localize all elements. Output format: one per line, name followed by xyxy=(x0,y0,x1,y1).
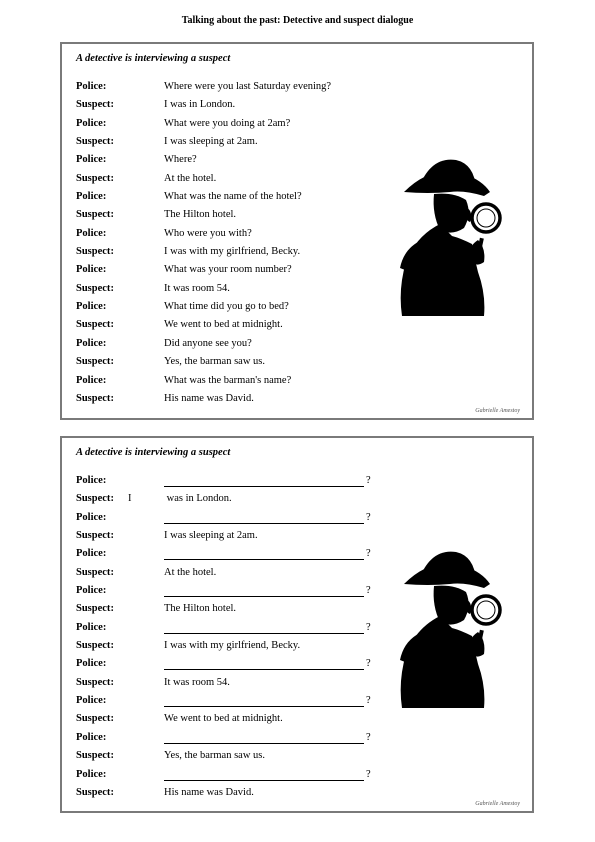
speaker-name: Suspect xyxy=(76,392,111,404)
dialogue-line xyxy=(76,228,396,246)
dialogue-line xyxy=(76,787,396,805)
dialogue-line xyxy=(76,375,396,393)
speaker-name: Suspect xyxy=(76,640,111,652)
speaker-label: Suspect: xyxy=(76,209,114,221)
dialogue-line xyxy=(76,475,396,493)
dialogue-line xyxy=(76,81,396,99)
speaker-label: Suspect: xyxy=(76,392,114,404)
dialogue-line xyxy=(76,585,396,603)
speech-text: was in London. xyxy=(164,493,232,505)
speaker-name: Suspect xyxy=(76,319,111,331)
dialogue-list xyxy=(76,81,396,411)
speaker-name: Police xyxy=(76,511,103,523)
dialogue-line xyxy=(76,154,396,172)
answer-blank[interactable] xyxy=(164,769,371,781)
speaker-name: Suspect xyxy=(76,750,111,762)
speaker-name: Suspect xyxy=(76,676,111,688)
dialogue-line xyxy=(76,301,396,319)
dialogue-line xyxy=(76,512,396,530)
speech-text: At the hotel. xyxy=(164,172,217,184)
speaker-label: Suspect: xyxy=(76,676,114,688)
speaker-name: Police xyxy=(76,227,103,239)
speaker-name: Suspect xyxy=(76,356,111,368)
speaker-label: Police: xyxy=(76,548,107,560)
dialogue-line xyxy=(76,209,396,227)
answer-blank[interactable] xyxy=(164,548,371,560)
speaker-name: Police xyxy=(76,374,103,386)
speech-text: I was sleeping at 2am. xyxy=(164,530,258,542)
page-title: Talking about the past: Detective and suspect dialogue xyxy=(181,15,414,26)
speaker-name: Police xyxy=(76,117,103,129)
dialogue-line xyxy=(76,264,396,282)
speaker-label: Police: xyxy=(76,301,107,313)
dialogue-line xyxy=(76,769,396,787)
speaker-label: Police: xyxy=(76,768,107,780)
answer-blank[interactable] xyxy=(164,475,371,487)
dialogue-line xyxy=(76,695,396,713)
dialogue-line xyxy=(76,640,396,658)
speaker-name: Suspect xyxy=(76,209,111,221)
speaker-label: Police: xyxy=(76,511,107,523)
credit-text: Gabrielle Amestoy xyxy=(475,801,520,807)
speaker-label: Police: xyxy=(76,81,107,92)
speaker-name: Police xyxy=(76,264,103,276)
speaker-label: Police: xyxy=(76,695,107,707)
speaker-label: Suspect: xyxy=(76,172,114,184)
dialogue-line xyxy=(76,750,396,768)
speaker-label: Police: xyxy=(76,658,107,670)
speaker-label: Police: xyxy=(76,621,107,633)
speaker-name: Suspect xyxy=(76,172,111,184)
speech-text: Yes, the barman saw us. xyxy=(164,356,266,368)
dialogue-line xyxy=(76,99,396,117)
speaker-name: Suspect xyxy=(76,246,111,258)
dialogue-line xyxy=(76,356,396,374)
dialogue-line xyxy=(76,246,396,264)
speaker-name: Suspect xyxy=(76,530,111,542)
speaker-name: Police xyxy=(76,337,103,349)
answer-blank[interactable] xyxy=(164,512,371,524)
detective-silhouette-icon xyxy=(394,144,506,324)
speaker-label: Suspect: xyxy=(76,530,114,542)
speaker-label: Suspect: xyxy=(76,603,114,615)
answer-blank[interactable] xyxy=(164,622,371,634)
question-mark: ? xyxy=(366,621,371,633)
speaker-label: Suspect: xyxy=(76,750,114,762)
speaker-name: Police xyxy=(76,81,103,92)
speaker-name: Police xyxy=(76,768,103,780)
dialogue-line xyxy=(76,118,396,136)
speaker-name: Suspect xyxy=(76,603,111,615)
dialogue-panel-exercise xyxy=(60,436,534,813)
speaker-name: Suspect xyxy=(76,136,111,148)
speaker-name: Police xyxy=(76,154,103,166)
speech-text: Where? xyxy=(164,154,197,166)
speech-text: I was sleeping at 2am. xyxy=(164,136,258,148)
speech-text: What were you doing at 2am? xyxy=(164,117,291,129)
speaker-name: Police xyxy=(76,585,103,597)
speaker-label: Suspect: xyxy=(76,356,114,368)
dialogue-line xyxy=(76,393,396,411)
speaker-name: Suspect xyxy=(76,99,111,111)
speaker-label: Suspect: xyxy=(76,786,114,798)
speech-text: Where were you last Saturday evening? xyxy=(164,81,332,92)
answer-blank[interactable] xyxy=(164,695,371,707)
answer-blank[interactable] xyxy=(164,658,371,670)
speech-text: His name was David. xyxy=(164,392,254,404)
speaker-name: Suspect xyxy=(76,713,111,725)
speaker-label: Police: xyxy=(76,227,107,239)
speaker-name: Suspect xyxy=(76,566,111,578)
dialogue-line xyxy=(76,677,396,695)
credit-text: Gabrielle Amestoy xyxy=(475,408,520,414)
speech-text: The Hilton hotel. xyxy=(164,209,237,221)
speaker-name: Police xyxy=(76,301,103,313)
dialogue-line xyxy=(76,530,396,548)
question-mark: ? xyxy=(366,585,371,597)
dialogue-list xyxy=(76,475,396,805)
question-mark: ? xyxy=(366,768,371,780)
dialogue-line xyxy=(76,136,396,154)
question-mark: ? xyxy=(366,731,371,743)
speech-text: Yes, the barman saw us. xyxy=(164,750,266,762)
answer-prefix: I xyxy=(128,493,132,505)
speech-text: It was room 54. xyxy=(164,282,230,294)
speech-text: We went to bed at midnight. xyxy=(164,713,283,725)
speaker-label: Police: xyxy=(76,154,107,166)
speech-text: I was with my girlfriend, Becky. xyxy=(164,246,301,258)
speaker-label: Suspect: xyxy=(76,246,114,258)
dialogue-line xyxy=(76,713,396,731)
speaker-name: Police xyxy=(76,191,103,203)
speaker-name: Police xyxy=(76,475,103,486)
speaker-label: Police: xyxy=(76,731,107,743)
speaker-label: Police: xyxy=(76,191,107,203)
question-mark: ? xyxy=(366,658,371,670)
speaker-name: Police xyxy=(76,658,103,670)
dialogue-line xyxy=(76,173,396,191)
dialogue-panel-complete xyxy=(60,42,534,420)
speech-text: Did anyone see you? xyxy=(164,337,252,349)
speaker-name: Suspect xyxy=(76,493,111,505)
detective-silhouette-icon xyxy=(394,536,506,716)
dialogue-line xyxy=(76,622,396,640)
speech-text: What time did you go to bed? xyxy=(164,301,289,313)
speaker-label: Police: xyxy=(76,117,107,129)
speaker-label: Suspect: xyxy=(76,282,114,294)
speaker-label: Suspect: xyxy=(76,713,114,725)
speech-text: We went to bed at midnight. xyxy=(164,319,283,331)
speech-text: At the hotel. xyxy=(164,566,217,578)
speaker-name: Suspect xyxy=(76,786,111,798)
speech-text: I was with my girlfriend, Becky. xyxy=(164,640,301,652)
speech-text: The Hilton hotel. xyxy=(164,603,237,615)
dialogue-line xyxy=(76,338,396,356)
speaker-label: Suspect: xyxy=(76,640,114,652)
dialogue-line xyxy=(76,603,396,621)
speech-text: His name was David. xyxy=(164,786,254,798)
speech-text: I was in London. xyxy=(164,99,236,111)
answer-blank[interactable] xyxy=(164,585,371,597)
dialogue-line xyxy=(76,493,396,511)
dialogue-line xyxy=(76,658,396,676)
speaker-label: Suspect: xyxy=(76,319,114,331)
speaker-name: Police xyxy=(76,695,103,707)
speaker-label: Police: xyxy=(76,337,107,349)
speaker-label: Suspect: xyxy=(76,136,114,148)
speaker-label: Police: xyxy=(76,585,107,597)
dialogue-line xyxy=(76,191,396,209)
speaker-label: Suspect: xyxy=(76,99,114,111)
answer-blank[interactable] xyxy=(164,732,371,744)
speech-text: What was your room number? xyxy=(164,264,292,276)
speaker-label: Police: xyxy=(76,264,107,276)
speech-text: It was room 54. xyxy=(164,676,230,688)
panel-heading: A detective is interviewing a suspect xyxy=(76,53,231,64)
speaker-name: Police xyxy=(76,731,103,743)
speech-text: What was the barman's name? xyxy=(164,374,292,386)
dialogue-line xyxy=(76,319,396,337)
speaker-label: Police: xyxy=(76,374,107,386)
speech-text: What was the name of the hotel? xyxy=(164,191,302,203)
speech-text: Who were you with? xyxy=(164,227,252,239)
dialogue-line xyxy=(76,732,396,750)
dialogue-line xyxy=(76,548,396,566)
question-mark: ? xyxy=(366,475,371,486)
speaker-name: Police xyxy=(76,621,103,633)
question-mark: ? xyxy=(366,695,371,707)
question-mark: ? xyxy=(366,511,371,523)
dialogue-line xyxy=(76,283,396,301)
speaker-label: Suspect: xyxy=(76,566,114,578)
speaker-label: Police: xyxy=(76,475,107,486)
panel-heading: A detective is interviewing a suspect xyxy=(76,447,231,458)
dialogue-line xyxy=(76,567,396,585)
speaker-name: Police xyxy=(76,548,103,560)
speaker-name: Suspect xyxy=(76,282,111,294)
question-mark: ? xyxy=(366,548,371,560)
speaker-label: Suspect: xyxy=(76,493,114,505)
